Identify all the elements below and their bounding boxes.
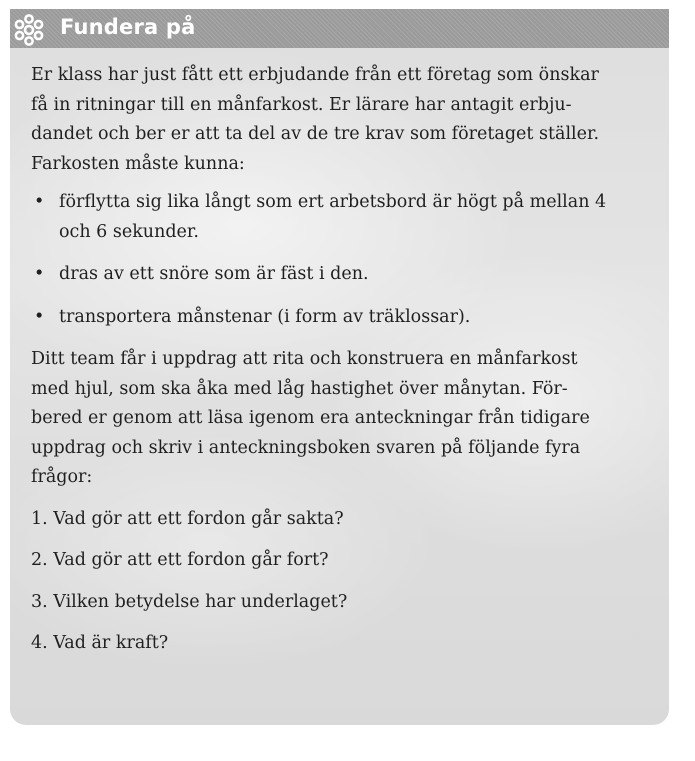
question-item: 4. Vad är kraft? [31, 633, 169, 653]
question-item: 3. Vilken betydelse har underlaget? [31, 591, 348, 612]
text-line: och 6 sekunder. [59, 221, 199, 242]
task-paragraph [31, 345, 656, 493]
box-header [10, 9, 669, 48]
text-line: dras av ett snöre som är fäst i den. [59, 264, 369, 284]
requirements-list [31, 188, 656, 332]
text-line: Farkosten måste kunna: [31, 153, 245, 174]
text-line: dandet och ber er att ta del av de tre krav som företaget ställer. [31, 124, 600, 144]
text-line: bered er genom att läsa igenom era anteckningar från tidigare [31, 408, 590, 428]
questions-list [31, 505, 656, 659]
think-about-box [10, 9, 669, 725]
box-title: Fundera på [60, 15, 196, 39]
question-item: 1. Vad gör att ett fordon går sakta? [31, 508, 344, 529]
question-item: 2. Vad gör att ett fordon går fort? [31, 550, 329, 570]
text-line: med hjul, som ska åka med låg hastighet över månytan. För- [31, 378, 568, 399]
list-item [31, 303, 656, 333]
box-content [31, 61, 656, 671]
text-line: få in ritningar till en månfarkost. Er lärare har antagit erbju- [31, 94, 572, 115]
list-item [31, 260, 656, 290]
text-line: frågor: [31, 467, 93, 487]
text-line: förflytta sig lika långt som ert arbetsbord är högt på mellan 4 [59, 192, 607, 212]
text-line: Ditt team får i uppdrag att rita och konstruera en månfarkost [31, 349, 578, 369]
text-line: transportera månstenar (i form av träklossar). [59, 306, 471, 327]
list-item [31, 188, 656, 247]
text-line: uppdrag och skriv i anteckningsboken svaren på följande fyra [31, 437, 581, 458]
intro-paragraph [31, 61, 656, 179]
text-line: Er klass har just fått ett erbjudande från ett företag som önskar [31, 65, 599, 85]
asterisk-flower-icon [12, 13, 46, 47]
